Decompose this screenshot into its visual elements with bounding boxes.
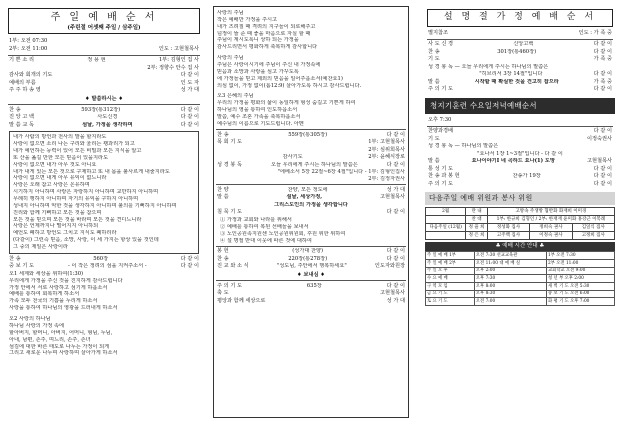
family-row: 주 의 기 도 다 같 이 — [428, 86, 612, 93]
duty-cell: 고정희 집사 — [572, 232, 614, 240]
time-cell: 청 년 부 오후 2:00 — [547, 275, 615, 283]
prayer-line: 주님은 사랑이시기에 주님이 주신 내 가정속에 — [217, 62, 321, 69]
family-reading-intro: 성 경 봉 독 — 오늘 우리에게 주시는 하나님의 말씀은 — [428, 63, 549, 70]
prayer-line: 작은 예배만 가정을 주시고 — [217, 16, 278, 23]
reading-line: 또 산을 옮길 만한 모든 믿음이 있을지라도 — [13, 154, 109, 161]
reading-line: 사랑이 없으면 내가 아무 것도 아니요 — [13, 161, 97, 168]
liturgy-row: 축 도 고현철목사 — [217, 290, 405, 297]
liturgy-row: 진 앙 고 백 사도신경 다 같 이 — [9, 114, 199, 121]
family-leader-row: 별지참조 인도 : 가 족 중 — [428, 29, 612, 36]
duty-cell: 1부: 한규희 김형인 / 2부: 한재재 윤미화 홍강근 이복례 — [487, 216, 614, 224]
prayer-line: 말씀, 예수 조혼 가족을 축복하옵소서 — [217, 114, 301, 121]
prayer-topic: ① 가정과 교회와 나라를 위해서 — [220, 216, 292, 223]
reading-line: 내가 사람의 방언과 천사의 말을 할지라도 — [13, 134, 107, 141]
wednesday-row: 주 의 기 도 다 같 이 — [428, 180, 612, 187]
time-cell: 오전 11:00 대 예 배 실 — [474, 260, 546, 268]
reading-line: 성내지 아니하며 악한 것을 생각하지 아니하며 불의를 기뻐하지 아니하며 — [13, 202, 177, 209]
liturgy-row: 말 씀 설날, 세상가정, 고현철목사 — [217, 194, 405, 201]
prayer-line: 오1 세계와 세상을 위하여(1:30) — [9, 270, 84, 277]
time-cell: 수 요 예 배 — [426, 275, 475, 283]
prayer-line: 아내, 남편, 손주, 며느리, 손주, 손녀 — [9, 336, 91, 343]
prayer-line: 사랑의 주님 — [217, 10, 244, 16]
time-row — [426, 267, 615, 275]
duty-cell: 고방속 주생방 협반화 화재희 이미경 — [487, 208, 614, 216]
scripture-ref: "에베소서 5장 22절~6장 4절"입니다 - 1부: 김형인집사 — [277, 169, 405, 176]
wednesday-row: 말 씀 요나이야기Ⅰ 네 곡하드 요나(1) 도망 고현철목사 — [428, 158, 612, 165]
intercessory-prayer-text — [6, 271, 202, 357]
panel-family-service — [425, 6, 615, 418]
prayer-line: 넘정이 뜰 준 때 좋을 마음으로 자실 할 때 — [217, 30, 311, 37]
time-cell: 금 요 기 도 — [426, 290, 475, 298]
prayer-line: 에 가정들을 믿고 제외의 믿음을 일어주옵소서(예찬요1) — [217, 75, 343, 82]
wednesday-row: 기 도 이정숙권사 — [428, 135, 612, 142]
prayer-line: 예수님의 이름으로 기도드립니다. 아멘 — [217, 120, 304, 127]
liturgy-row: 찬 송 559장(통305장) 다 같 이 — [217, 131, 405, 138]
reading-line: 예언도 폐하고 방언도 그치고 지식도 폐하리라 — [13, 230, 117, 237]
duty-cell: 2월 — [426, 208, 466, 216]
liturgy-row: 감사기도 2부: 윤혜식장로 — [282, 154, 405, 161]
time-row — [426, 275, 615, 283]
time-cell: 2부 오전 11:00 — [547, 260, 615, 268]
prayer-line: 사랑의 주님 — [217, 55, 244, 62]
wednesday-time: 오후 7:30 — [428, 116, 452, 123]
prayer-line: 하나님 사랑의 가정 속에 — [9, 322, 65, 329]
reading-line: 내가 내게 있는 모든 것으로 구제하고 또 내 몸을 불사르게 내줄지라도 — [13, 168, 170, 175]
panel-sunday-service — [6, 6, 202, 418]
time-cell: 화 평 기 도 오후 7:00 — [547, 298, 615, 306]
wednesday-row: 찬 송 과 봉 헌 찬송가 19장 다 같 이 — [428, 173, 612, 180]
page-title: 주 일 예 배 순 서 — [50, 12, 158, 23]
time-cell: 교회학교 오전 9:00 — [547, 267, 615, 275]
liturgy-row: 주 주 하 송 영 성 가 대 — [9, 87, 199, 94]
liturgy-row: 예배의 부름 인 도 자 — [9, 79, 199, 86]
time-cell: 주 일 오 후 — [426, 267, 475, 275]
reading-line: (다같이) 그런즉 믿음, 소망, 사랑, 이 세 가지는 항상 있을 것인데 — [13, 237, 159, 244]
prayer-line: 하나님의 영을 통하여 인도하옵소서 — [217, 107, 298, 114]
family-row: 찬 송 301장(통460장) 다 같 이 — [428, 48, 612, 55]
prayer-line: 할아버지, 할머니, 아버지, 어머니, 형님, 누님, — [9, 329, 113, 336]
time-cell: 오전 7:00 — [474, 298, 546, 306]
leader-label: 인도 : 고현철목사 — [158, 45, 199, 52]
duty-row — [426, 224, 615, 232]
time-cell: 주 일 예 배 2부 — [426, 260, 475, 268]
duty-table — [425, 207, 615, 240]
liturgy-row: 진 교 와 소 식 "성도님, 주안에서 행복하세요" 인도자와원장 — [217, 263, 405, 270]
prayer-line: 우리에게 가정을 주신 것을 진지하게 감사드립니다 — [9, 277, 123, 284]
wednesday-reading-ref: "요나서 1장 1~3절"입니다 - 다 같 이 — [477, 150, 563, 157]
duty-cell: 다음주일 (12월) — [426, 224, 466, 232]
prayer-topic: ④ 설 명절 반대 이웃에 따른 것에 대하여 — [220, 237, 312, 244]
time-cell: 주 일 예 배 1부 — [426, 252, 475, 260]
section-heading: ♦ 말씀하시는 ♦ — [85, 95, 123, 102]
page-subtitle: (주린절 어셋째 주일 / 삼주일) — [67, 25, 141, 32]
reading-line: 내가 예언하는 능력이 있어 모든 비밀과 모든 지식을 알고 — [13, 148, 142, 155]
family-reading-ref: "히브리서 3장 14절"입니다 다 같 이 — [479, 71, 612, 78]
prayer-line: 가족 모두 천국의 기쁨을 누리게 하소서 — [9, 298, 98, 305]
service-time-1: 1부: 오전 07:30 — [9, 38, 48, 45]
prayer-line: 그리고 새로운 나누며 사랑하며 살아가게 하소서 — [9, 350, 118, 357]
family-row: 말 씀 시작할 때 확실한 것을 견고히 잡으라 가 족 중 — [428, 78, 612, 85]
liturgy-row: 찬 송 593장(통312장) 다 같 이 — [9, 106, 199, 113]
sunday-title-box — [8, 8, 200, 34]
time-row — [426, 283, 615, 291]
reading-line: 사랑은 오래 참고 사랑은 온유하며 — [13, 182, 90, 189]
prayer-line: 감사드리면서 평화하게 축복하게 감사합니다 — [217, 44, 318, 51]
time-cell: 새 벽 기 도 오전 5:30 — [547, 283, 615, 291]
time-cell: 중 보 기 도 오전 6:00 — [547, 290, 615, 298]
time-row — [426, 252, 615, 260]
sermon-title-line2: 그리스도인의 가정을 생각합니다 — [274, 201, 348, 208]
prayer-line: 내가 즈려질 때 격려의 지구들이 되로해주고 — [217, 23, 316, 30]
prayer-line: 믿음과 소망과 사랑을 심고 가꾸도록 — [217, 68, 299, 75]
liturgy-row: 봉 헌 (성가대 찬양) 다 같 이 — [217, 248, 405, 255]
prayer-topic: ② 예배를 통하여 복된 선배들을 보내서 — [220, 223, 309, 230]
service-times-table — [425, 251, 615, 306]
duty-cell: 찬 대 — [466, 216, 488, 224]
service-times-title: ♣ 예배 시간 안내 ♣ — [425, 242, 615, 251]
reading-line: 사랑은 언제까지나 떨어지지 아니하되 — [13, 223, 99, 230]
time-cell: 오후 2:00 — [474, 267, 546, 275]
prayer-line: 오3 은혜의 주님 — [217, 93, 254, 100]
reading-line: 사랑이 없으면 내게 아무 유익이 없느니라 — [13, 175, 107, 182]
responsive-reading-box — [9, 131, 199, 254]
reading-line: 무례히 행하지 아니하며 자기의 유익을 구하지 아니하며 — [13, 196, 139, 203]
prayer-topics — [214, 217, 408, 244]
time-row — [426, 290, 615, 298]
liturgy-row: 찬 양 찬양, 모든 정도에 성 가 대 — [217, 186, 405, 193]
reading-line: 그 중의 제일은 사랑이라 — [13, 244, 69, 251]
duty-cell: 정성화 집사 — [487, 224, 529, 232]
duty-row — [426, 208, 615, 216]
time-row — [426, 260, 615, 268]
duty-cell: 김일식 집사 — [572, 224, 614, 232]
time-row — [426, 298, 615, 306]
reading-line: 시기하지 아니하며 사랑은 자랑하지 아니하며 교만하지 아니하며 — [13, 189, 159, 196]
wednesday-service-title: 청지기훈련 수요일저녁예배순서 — [425, 98, 615, 114]
wednesday-reading-intro: 성 경 봉 독 — 하나님의 말씀은 — [428, 143, 499, 150]
liturgy-row: 성 경 봉 독 오늘 우리에게 주시는 하나님의 말씀은 다 같 이 — [217, 161, 405, 168]
liturgy-row: 침 묵 기 도 다 같 이 — [217, 209, 405, 216]
reading-line: 진리와 함께 기뻐하고 모든 것을 참으며 — [13, 209, 102, 216]
scripture-reader-2: 2부: 김정자권사 — [368, 176, 405, 183]
duty-cell: 정희숙 권사 — [530, 224, 572, 232]
reading-line: 사랑이 없으면 소리 나는 구리와 울리는 꽹과리가 되고 — [13, 141, 135, 148]
duty-row — [426, 216, 615, 224]
wednesday-row: 찬양과경배 다 같 이 — [428, 128, 612, 135]
prayer-line: 가정 안에서 서로 사랑하고 섬기게 하옵소서 — [9, 284, 108, 291]
liturgy-row: 기 쁜 소 리 정 용 현 1부: 김형인 집 사 — [9, 57, 199, 64]
service-time-2: 2부: 오전 11:00 인도 : 고현철목사 — [9, 45, 199, 52]
section-heading-sending: ♦ 보내심 ♦ — [297, 271, 325, 278]
time-cell: 오후 8:00 — [474, 283, 546, 291]
liturgy-row: 주 의 기 도 635장 다 같 이 — [217, 282, 405, 289]
liturgy-row: 중 보 기 도 - 이 작은 정려의 섬을 지켜주소서 - 다 같 이 — [9, 263, 199, 270]
liturgy-row: 평앙과 함께 세상으로 성 가 대 — [217, 297, 405, 304]
prayer-line: 주님이 계시도록니 상하 되는 가정을 — [217, 37, 299, 44]
duty-cell: 고주백 집사 — [487, 232, 529, 240]
duty-cell: 란 내 — [466, 208, 488, 216]
duty-cell — [426, 216, 466, 224]
liturgy-row: 찬 송 220장(통278장) 다 같 이 — [217, 255, 405, 262]
prayer-line: 예배를 통하여 회복하게 하소서 — [9, 291, 80, 298]
duty-committee-title: 다음주일 예배 위원과 봉사 위원 — [425, 192, 615, 205]
prayer-line: 의심 없이, 가정 없이(롬12:9) 살아가도록 하시고 감사드립니다. — [217, 82, 362, 89]
prayer-text — [214, 10, 408, 128]
time-cell: 오전 7:30 선교교육관 — [474, 252, 546, 260]
duty-cell — [426, 232, 466, 240]
liturgy-row: 2부: 정향수 안수 집 사 — [147, 64, 199, 71]
time-cell: 1부 오전 7:30 — [547, 252, 615, 260]
duty-row — [426, 232, 615, 240]
prayer-line: 사랑을 통하여 하나님의 영광을 드러내게 하소서 — [9, 305, 118, 312]
panel-sunday-continued — [213, 6, 409, 418]
prayer-topic: ③ 노인공원족지원센 노인공원위원회, 후원 위한 위하여 — [220, 230, 346, 237]
time-cell: 토 요 기 도 — [426, 298, 475, 306]
duty-cell: 이정숙 권사 — [530, 232, 572, 240]
liturgy-row: 말 씀 교 독 섬날, 가정을 생각하며 다 같 이 — [9, 121, 199, 128]
time-cell: 오후 8:30 — [474, 290, 546, 298]
liturgy-row: 감사와 회개의 기도 다 같 이 — [9, 72, 199, 79]
time-cell: 오후 7:30 — [474, 275, 546, 283]
wednesday-row: 통 성 기 도 다 같 이 — [428, 165, 612, 172]
prayer-line: 우리의 가정을 평화의 삶이 동일하게 형성 숨길고 기쁜게 하여 — [217, 100, 356, 107]
family-row: 사 도 신 경 신앙고백 다 같 이 — [428, 41, 612, 48]
duty-cell: 정 은 희 — [466, 232, 488, 240]
liturgy-row: 찬 송 560장 다 같 이 — [9, 255, 199, 262]
time-cell: 구 역 모 임 — [426, 283, 475, 291]
prayer-line: 섬김에 대한 바른 태도로 나누는 가정이 되게 — [9, 343, 110, 350]
family-row: 기 도 가 족 중 — [428, 56, 612, 63]
liturgy-row: 목 회 기 도 1부: 고현철목사 — [217, 139, 405, 146]
duty-cell: 정 율 희 — [466, 224, 488, 232]
prayer-line: 오2 사랑의 하나님 — [9, 316, 51, 323]
liturgy-row: 2부: 심위희목사 — [368, 146, 405, 153]
family-service-title: 설 명 절 가 정 예 배 순 서 — [427, 9, 613, 27]
reading-line: 모든 것을 믿으며 모든 것을 바라며 모든 것을 견디느니라 — [13, 216, 142, 223]
